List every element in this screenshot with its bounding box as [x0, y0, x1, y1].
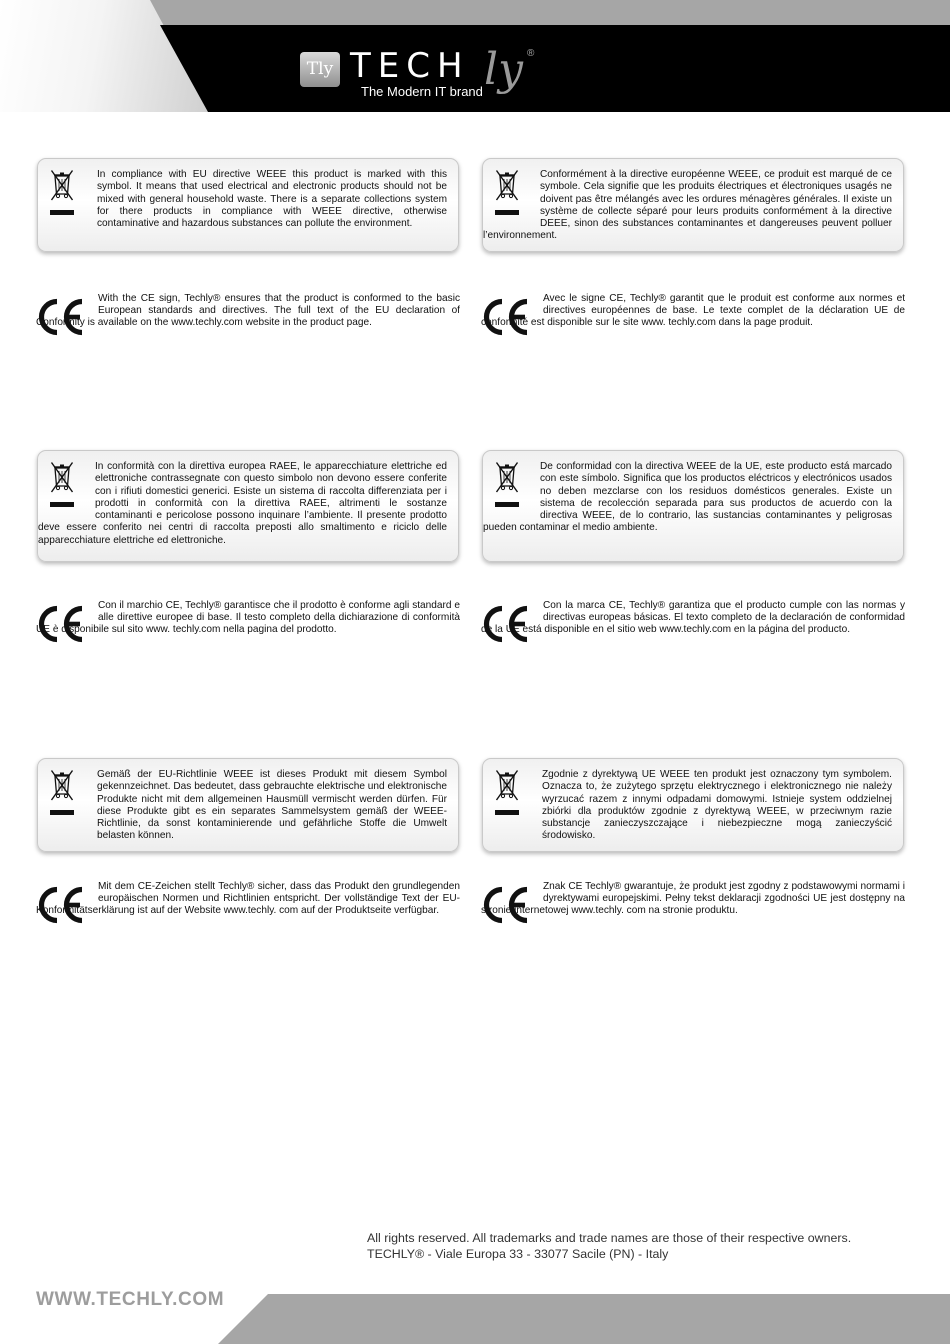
footer-website-link[interactable]: WWW.TECHLY.COM: [36, 1289, 225, 1310]
footer-address: TECHLY® - Viale Europa 33 - 33077 Sacile (PN) - Italy: [367, 1246, 669, 1261]
weee-text-es: [483, 461, 903, 535]
ce-text-it-content: Con il marchio CE, Techly® garantisce che il prodotto è conforme agli standard e alle direttive europee di base. Il testo completo della dichiarazione di conformità UE è disponibile sul sito www. techly.com nella pagina del prodotto.: [36, 600, 460, 636]
logo-tagline: The Modern IT brand: [361, 84, 483, 99]
weee-text-fr: [483, 169, 903, 243]
ce-notice-it: [36, 600, 460, 660]
weee-notice-it: [37, 450, 459, 562]
weee-text-es-content: De conformidad con la directiva WEEE de la UE, este producto está marcado con este símbolo. Significa que los productos eléctricos y electrónicos usados no deben mezclarse con los residuos domésticos generales. Existe un sistema de recolección separada para sus productos de acuerdo con la directiva WEEE, de lo contrario, las sustancias contaminantes y peligrosas pueden contaminar el medio ambiente.: [483, 461, 892, 534]
weee-text-fr-content: Conformément à la directive européenne WEEE, ce produit est marqué de ce symbole. Cela signifie que les produits électriques et électroniques usagés ne doivent pas être mélangés avec les ordures ménagères générales. Il existe un système de collecte séparé pour leurs produits conformément à la directive DEEE, sinon des substances contaminantes et dangereuses peuvent polluer l’environnement.: [483, 169, 892, 242]
footer-rights-text: All rights reserved. All trademarks and trade names are those of their respective owners.: [367, 1231, 852, 1245]
ce-mark-icon: [36, 297, 86, 337]
ce-notice-de: [36, 881, 460, 941]
ce-mark-icon: [36, 885, 86, 925]
ce-text-es: [481, 600, 905, 637]
ce-mark-icon: [36, 604, 86, 644]
ce-notice-pl: [481, 881, 905, 941]
ce-notice-en: [36, 293, 460, 353]
logo-wordmark: TECH: [350, 46, 470, 86]
weee-notice-pl: [482, 758, 904, 852]
ce-text-de: [36, 881, 460, 918]
ce-text-en-content: With the CE sign, Techly® ensures that the product is conformed to the basic European standards and directives. The full text of the EU declaration of Conformity is available on the www.techly.com website in the product page.: [36, 293, 460, 329]
weee-text-it: [38, 461, 458, 547]
ce-text-fr: [481, 293, 905, 330]
weee-text-pl: Zgodnie z dyrektywą UE WEEE ten produkt jest oznaczony tym symbolem. Oznacza to, że zużytego sprzętu elektrycznego i elektronicznego nie należy wyrzucać razem z innymi odpadami domowymi. Istnieje system oddzielnej zbiórki dla produktów zgodnie z dyrektywą WEEE, w przeciwnym razie substancje zanieczyszczające i niebezpieczne mogą zanieczyścić środowisko.: [542, 769, 892, 842]
weee-text-de: Gemäß der EU-Richtlinie WEEE ist dieses Produkt mit diesem Symbol gekennzeichnet. Das bedeutet, dass gebrauchte elektrische und elektronische Produkte nicht mit dem allgemeinen Hausmüll vermischt werden dürfen. Für diese Produkte gibt es ein separates Sammelsystem gemäß der WEEE-Richtlinie, da sonst kontaminierende und gefährliche Stoffe die Umwelt belasten können.: [97, 769, 447, 842]
ce-text-es-content: Con la marca CE, Techly® garantiza que el producto cumple con las normas y directivas europeas básicas. El texto completo de la declaración de conformidad de la UE está disponible en el sitio web www.techly.com en la página del producto.: [481, 600, 905, 636]
ce-text-pl-content: Znak CE Techly® gwarantuje, że produkt jest zgodny z podstawowymi normami i dyrektywami europejskimi. Pełny tekst deklaracji zgodności UE jest dostępny na stronie internetowej www.techly. com na stronie produktu.: [481, 881, 905, 917]
weee-text-it-content: In conformità con la direttiva europea RAEE, le apparecchiature elettriche ed elettroniche contrassegnate con questo simbolo non devono essere conferite con i rifiuti domestici generici. Esiste un sistema di raccolta differenziata per i prodotti in conformità con la direttiva RAEE, altrimenti le sostanze contaminanti e pericolose possono inquinare l’ambiente. Il presente prodotto deve essere conferito nei centri di raccolta preposti allo smaltimento e riciclo delle apparecchiature elettriche ed elettroniche.: [38, 461, 447, 546]
logo-script: ly: [484, 44, 523, 95]
ce-text-de-content: Mit dem CE-Zeichen stellt Techly® sicher, dass das Produkt den grundlegenden europäischen Normen und Richtlinien entspricht. Der vollständige Text der EU-Konformitätserklärung ist auf der Website www.techly. com auf der Produktseite verfügbar.: [36, 881, 460, 917]
ce-notice-es: [481, 600, 905, 660]
ce-mark-icon: [481, 297, 531, 337]
ce-mark-icon: [481, 885, 531, 925]
weee-notice-de: [37, 758, 459, 852]
ce-notice-fr: [481, 293, 905, 353]
ce-text-pl: [481, 881, 905, 918]
ce-text-it: [36, 600, 460, 637]
logo-registered-mark: ®: [527, 48, 535, 59]
techly-logo-icon: Tly: [300, 52, 340, 87]
ce-mark-icon: [481, 604, 531, 644]
ce-text-fr-content: Avec le signe CE, Techly® garantit que le produit est conforme aux normes et directives européennes de base. Le texte complet de la déclaration UE de conformité est disponible sur le site www. techly.com dans la page produit.: [481, 293, 905, 329]
weee-notice-es: [482, 450, 904, 562]
footer-legal: [367, 1231, 851, 1262]
weee-notice-en: [37, 158, 459, 252]
ce-text-en: [36, 293, 460, 330]
weee-notice-fr: [482, 158, 904, 252]
weee-text-en: In compliance with EU directive WEEE this product is marked with this symbol. It means that used electrical and electronic products should not be mixed with general household waste. There is a separate collections system for there products in compliance with WEEE directive, otherwise contaminative and hazardous substances can pollute the environment.: [97, 169, 447, 230]
